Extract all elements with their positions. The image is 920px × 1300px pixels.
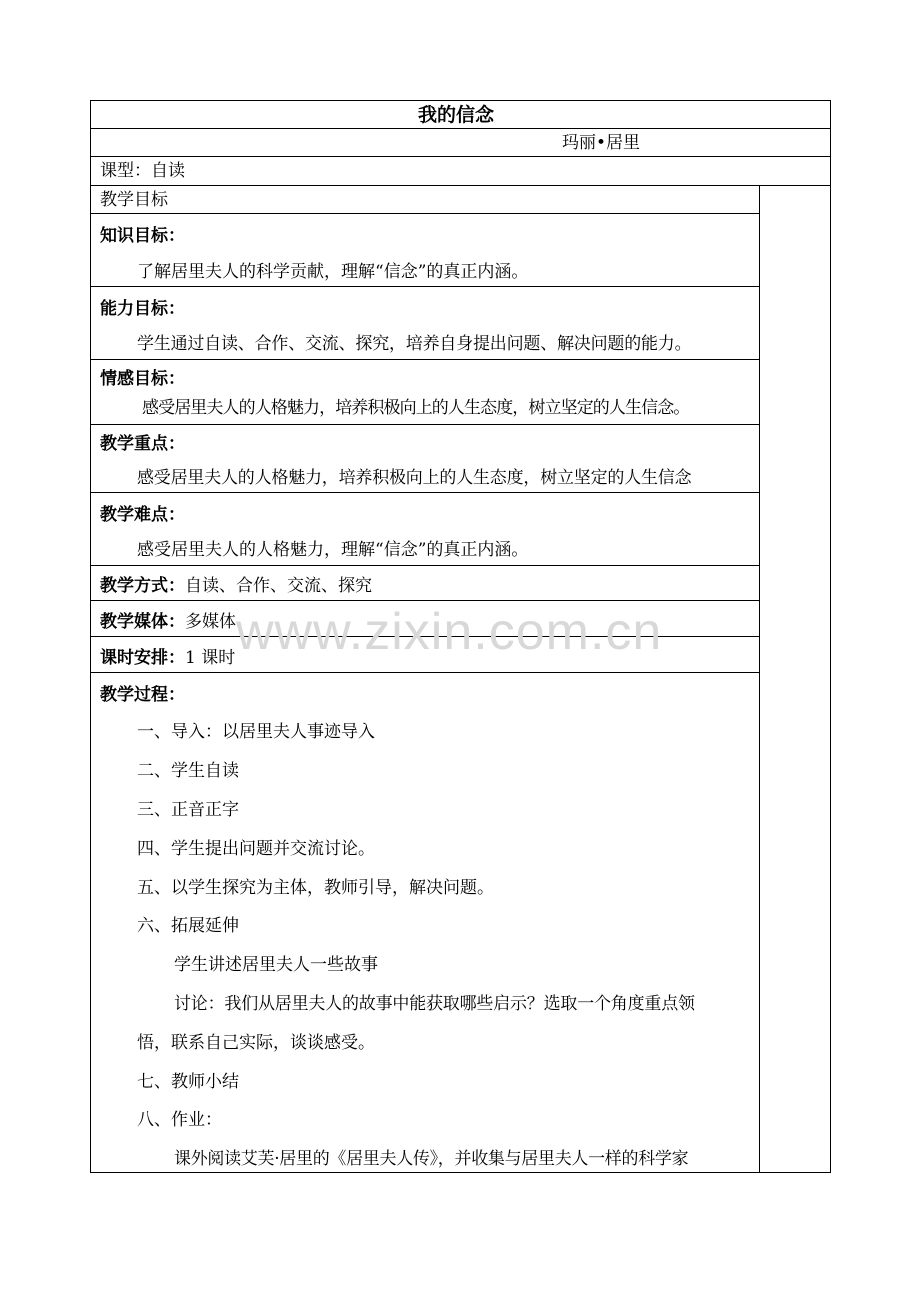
row-divider [90,286,760,287]
objectives-heading: 教学目标 [100,190,168,210]
row-divider [90,128,831,129]
class-schedule-label: 课时安排： [100,648,185,668]
process-step: 七、教师小结 [137,1072,239,1092]
row-divider [90,359,760,360]
process-step: 二、学生自读 [137,761,239,781]
knowledge-objective-label: 知识目标： [100,226,185,246]
row-divider [90,156,831,157]
process-step: 课外阅读艾芙·居里的《居里夫人传》，并收集与居里夫人一样的科学家 [174,1149,689,1169]
class-schedule [100,648,235,668]
key-point-label: 教学重点： [100,434,185,454]
knowledge-objective-text: 了解居里夫人的科学贡献，理解“信念”的真正内涵。 [137,262,529,282]
teaching-process-label: 教学过程： [100,685,185,705]
row-divider [90,600,760,601]
row-divider [90,565,760,566]
lesson-type: 课型：自读 [100,161,185,181]
emotion-objective-text: 感受居里夫人的人格魅力，培养积极向上的人生态度，树立坚定的人生信念。 [142,398,690,418]
row-divider [90,185,831,186]
author: 玛丽•居里 [562,133,641,153]
process-step: 一、导入：以居里夫人事迹导入 [137,722,375,742]
row-divider [90,492,760,493]
class-schedule-text: 1 课时 [185,648,236,668]
teaching-media [100,612,236,632]
process-step: 学生讲述居里夫人一些故事 [174,955,378,975]
process-step: 四、学生提出问题并交流讨论。 [137,839,375,859]
process-step: 讨论：我们从居里夫人的故事中能获取哪些启示？选取一个角度重点领 [174,994,695,1014]
row-divider [90,424,760,425]
process-step: 五、以学生探究为主体，教师引导，解决问题。 [137,878,494,898]
row-divider [90,672,760,673]
teaching-method-text: 自读、合作、交流、探究 [185,576,372,596]
ability-objective-text: 学生通过自读、合作、交流、探究，培养自身提出问题、解决问题的能力。 [137,334,692,354]
emotion-objective-label: 情感目标： [100,369,185,389]
key-point-text: 感受居里夫人的人格魅力，培养积极向上的人生态度，树立坚定的人生信念 [137,468,692,488]
document-title: 我的信念 [418,104,495,126]
watermark: www.zixin.com.cn [236,603,663,661]
difficulty-label: 教学难点： [100,505,185,525]
row-divider [90,213,760,214]
teaching-media-text: 多媒体 [185,612,236,632]
process-step: 六、拓展延伸 [137,916,239,936]
process-step: 八、作业： [137,1110,222,1130]
notes-column-divider [759,185,760,1173]
teaching-method-label: 教学方式： [100,576,185,596]
ability-objective-label: 能力目标： [100,299,185,319]
teaching-method [100,576,372,596]
process-step: 悟，联系自己实际，谈谈感受。 [137,1033,375,1053]
difficulty-text: 感受居里夫人的人格魅力，理解“信念”的真正内涵。 [137,540,529,560]
teaching-media-label: 教学媒体： [100,612,185,632]
process-step: 三、正音正字 [137,800,239,820]
